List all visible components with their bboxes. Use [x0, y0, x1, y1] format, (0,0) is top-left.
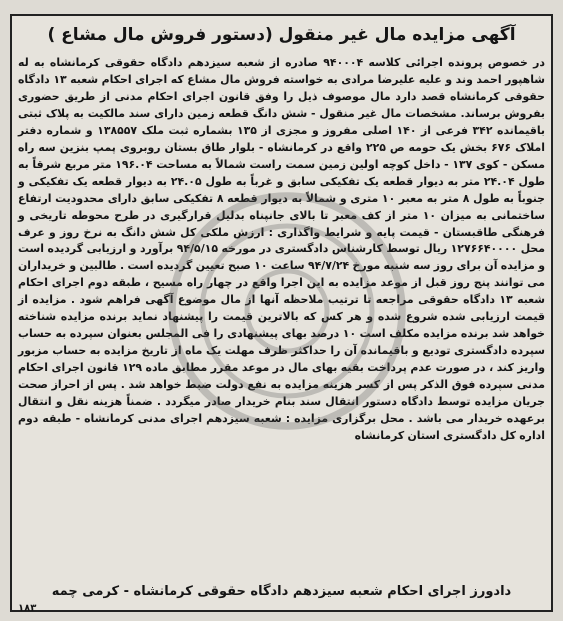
- notice-code: ۱۸۳: [18, 603, 37, 614]
- notice-title: آگهی مزایده مال غیر منقول (دستور فروش مال مشاع ): [47, 25, 516, 45]
- notice-footer: دادورز اجرای احکام شعبه سیزدهم دادگاه حقوقی کرمانشاه - کرمی چمه: [51, 583, 512, 599]
- notice-frame: [10, 14, 553, 612]
- notice-body: در خصوص پرونده اجرائی کلاسه ۹۴۰۰۰۴ صادره از شعبه سیزدهم دادگاه حقوقی کرمانشاه به له شاهپور احمد وند و علیه علیرضا مرادی به خواسته فروش مال مشاع که اجرای احکام شعبه ۱۳ دادگاه حقوقی کرمانشاه قصد دارد مال موصوف ذیل را وفق قانون اجرای احکام مدنی از طریق حضوری بفروش برساند. مشخصات مال غیر منقول - شش دانگ قطعه زمین دارای سند مالکیت به پلاک ثبتی باقیمانده ۳۴۲ فرعی از ۱۴۰ اصلی مفروز و مجزی از ۱۳۵ بشماره ثبت ملک ۱۳۸۵۵۷ و شماره دفتر املاک ۶۷۶ بخش یک حومه ص ۲۲۵ واقع در کرمانشاه - بلوار طاق بستان روبروی پمپ بنزین سه راه مسکن - کوی ۱۳۷ - داخل کوچه اولین زمین سمت راست شمالاً به مساحت ۱۹۶.۰۴ متر مربع شرقاً به طول ۲۴.۰۴ متر به دیوار قطعه یک تفکیکی سابق و غرباً به طول ۲۴.۰۵ به دیوار قطعه یک تفکیکی و جنوباً به طول ۸ متر به معبر ۱۰ متری و شمالاً به دیوار قطعه ۸ تفکیکی سابق دارای محدودیت ارتفاع ساختمانی به میزان ۱۰ متر از کف معبر تا بالای جانپناه بدلیل قرارگیری در طرح محوطه تاریخی و فرهنگی طاقبستان - قیمت پایه و شرایط واگذاری : ارزش ملکی کل شش دانگ به نرخ روز و عرف محل ۱۲۷۶۶۴۰۰۰۰ ریال توسط کارشناس دادگستری در مورخه ۹۴/۵/۱۵ برآورد و ارزیابی گردیده است و مزایده آن برای روز سه شنبه مورخ ۹۴/۷/۲۴ ساعت ۱۰ صبح تعیین گردیده است . طالبین و خریداران می توانند پنج روز قبل از موعد مزایده به این اجرا واقع در چهار راه مسیح ، طبقه دوم اجرای احکام شعبه ۱۳ دادگاه حقوقی مراجعه تا ترتیب ملاحظه آنها از مال موضوع آگهی فراهم شود . مزایده از قیمت ارزیابی شده شروع شده و هر کس که بالاترین قیمت را پیشنهاد نماید برنده مزایده شناخته خواهد شد برنده مزایده مکلف است ۱۰ درصد بهای پیشنهادی را فی المجلس بعنوان سپرده به حساب سپرده دادگستری تودیع و باقیمانده آن را حداکثر ظرف مهلت یک ماه از تاریخ مزایده به حساب مزبور واریز کند ، در صورت عدم پرداخت بقیه بهای مال در موعد مقرر مطابق ماده ۱۲۹ قانون اجرای احکام مدنی سپرده فوق الذکر پس از کسر هزینه مزایده به نفع دولت ضبط خواهد شد . پس از احراز صحت جریان مزایده توسط دادگاه دستور انتقال سند بنام خریدار صادر میگردد . ضمناً هزینه نقل و انتقال برعهده خریدار می باشد . محل برگزاری مزایده : شعبه سیزدهم اجرای مدنی کرمانشاه - طبقه دوم اداره کل دادگستری استان کرمانشاه: [18, 56, 546, 442]
